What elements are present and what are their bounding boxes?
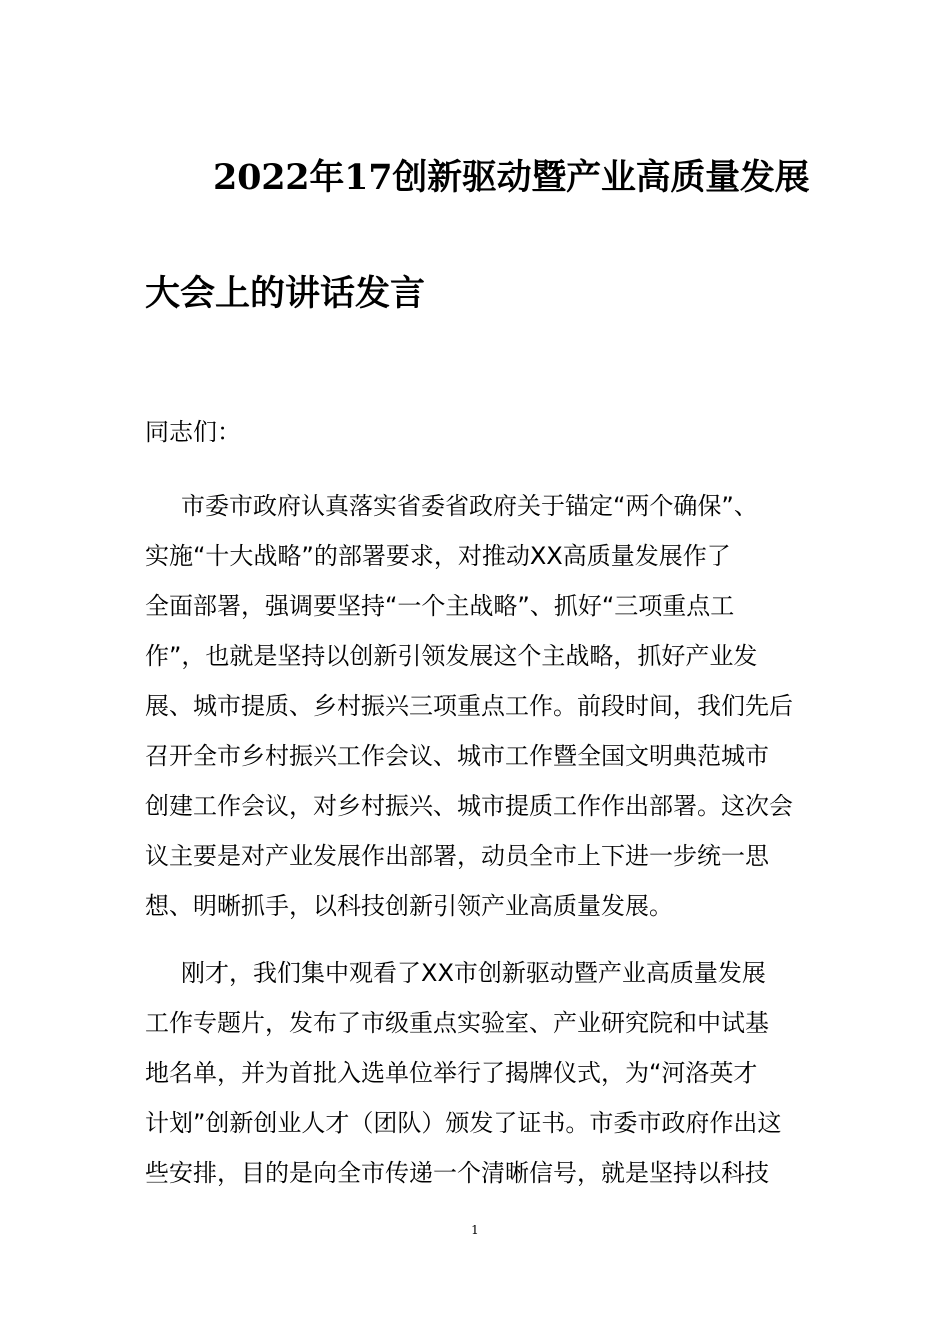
paragraph-line: 议主要是对产业发展作出部署，动员全市上下进一步统一思 — [145, 842, 769, 870]
paragraph-line: 市委市政府认真落实省委省政府关于锚定“两个确保”、 — [181, 492, 758, 520]
paragraph-line: 计划”创新创业人才（团队）颁发了证书。市委市政府作出这 — [145, 1109, 782, 1137]
document-title-line-1: 2022年17创新驱动暨产业高质量发展 — [213, 157, 810, 198]
paragraph-line: 作”，也就是坚持以创新引领发展这个主战略，抓好产业发 — [145, 642, 758, 670]
document-title-line-2: 大会上的讲话发言 — [145, 273, 426, 314]
paragraph-line: 刚才，我们集中观看了XX市创新驱动暨产业高质量发展 — [181, 959, 766, 987]
paragraph-line: 召开全市乡村振兴工作会议、城市工作暨全国文明典范城市 — [145, 742, 769, 770]
paragraph-line: 些安排，目的是向全市传递一个清晰信号，就是坚持以科技 — [145, 1159, 769, 1187]
paragraph-line: 实施“十大战略”的部署要求，对推动XX高质量发展作了 — [145, 542, 731, 570]
paragraph-2 — [145, 948, 810, 1198]
paragraph-line: 创建工作会议，对乡村振兴、城市提质工作作出部署。这次会 — [145, 792, 793, 820]
paragraph-line: 工作专题片，发布了市级重点实验室、产业研究院和中试基 — [145, 1009, 769, 1037]
page-number: 1 — [471, 1223, 479, 1237]
salutation: 同志们： — [145, 418, 241, 446]
paragraph-line: 地名单，并为首批入选单位举行了揭牌仪式，为“河洛英才 — [145, 1059, 758, 1087]
paragraph-line: 想、明晰抓手，以科技创新引领产业高质量发展。 — [145, 892, 673, 920]
paragraph-1 — [145, 481, 810, 931]
paragraph-line: 展、城市提质、乡村振兴三项重点工作。前段时间，我们先后 — [145, 692, 793, 720]
paragraph-line: 全面部署，强调要坚持“一个主战略”、抓好“三项重点工 — [145, 592, 735, 620]
